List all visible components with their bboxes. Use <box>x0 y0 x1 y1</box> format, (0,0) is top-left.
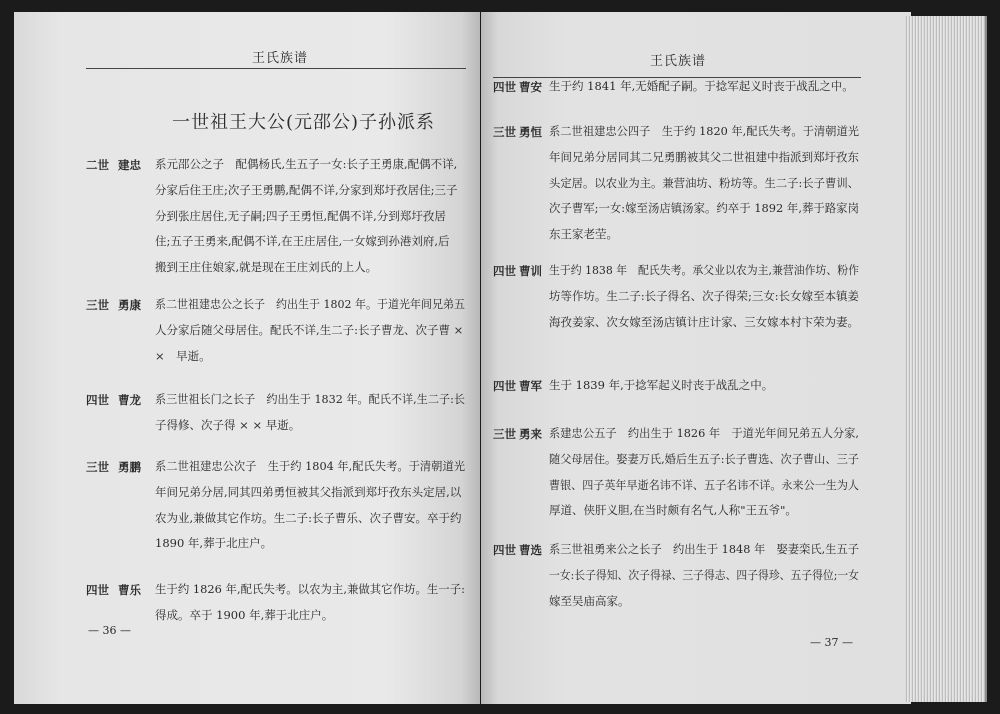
entry-text <box>155 294 465 371</box>
entry-text-line <box>155 320 465 346</box>
entry-text-line-content: 曹银、四子英年早逝名讳不详、五子名讳不详。永来公一生为人 <box>549 477 859 492</box>
generation-label: 四世 <box>86 393 109 407</box>
person-name: 勇来 <box>519 427 542 441</box>
entry-text-line-content: 系三世祖勇来公之长子 约出生于 1848 年 娶妻栾氏,生五子 <box>549 542 860 556</box>
entry-text-line-content: 生于约 1838 年 配氏失考。承父业以农为主,兼营油作坊、粉作 <box>549 263 860 277</box>
person-name: 曹龙 <box>118 393 141 407</box>
entry-text-line <box>549 286 859 312</box>
entry-text-line-content: 系二世祖建忠公次子 生于约 1804 年,配氏失考。于清朝道光 <box>155 459 466 473</box>
entry-text-line-content: 1890 年,葬于北庄户。 <box>155 536 273 551</box>
entry-text-line-content: 生于约 1841 年,无婚配子嗣。于捻军起义时丧于战乱之中。 <box>549 79 854 93</box>
entry-text-line-content: 生于约 1826 年,配氏失考。以农为主,兼做其它作坊。生一子: <box>155 582 465 596</box>
person-name: 曹乐 <box>118 583 141 597</box>
entry-text-line-content: 海孜姜家、次女嫁至汤店镇计庄计家、三女嫁本村卞荣为妻。 <box>549 314 860 329</box>
entry-text-line <box>155 482 465 508</box>
generation-label: 二世 <box>86 158 109 172</box>
entry-text <box>549 539 859 616</box>
generation-label: 三世 <box>493 427 516 441</box>
entry-text <box>155 579 465 631</box>
entry-text-line <box>549 423 859 449</box>
entry-text-line-content: 住;五子王勇来,配偶不详,在王庄居住,一女嫁到孙港刘府,后 <box>155 234 450 249</box>
entry-text-line-content: 年间兄弟分居同其二兄勇鹏被其父二世祖建中指派到郑圩孜东 <box>549 149 860 164</box>
entry-text-line <box>155 231 465 257</box>
entry-text-line <box>549 449 859 475</box>
entry-text-line-content: 坊等作坊。生二子:长子得名、次子得荣;三女:长女嫁至本镇姜 <box>549 288 860 303</box>
entry-text-line <box>155 456 465 482</box>
entry-text-line <box>549 260 859 286</box>
entry-text-line-content: 子得修、次子得 × × 早逝。 <box>155 417 301 432</box>
entry-text-line <box>155 579 465 605</box>
entry-text-line <box>549 500 859 526</box>
entry-text <box>549 423 859 526</box>
person-name: 勇鹏 <box>118 460 141 474</box>
entry-text-line-content: 生于 1839 年,于捻军起义时丧于战乱之中。 <box>549 378 774 392</box>
entry-text-line <box>155 206 465 232</box>
person-name: 曹军 <box>519 379 542 393</box>
entry-text-line <box>549 173 859 199</box>
left-page-number: — 36 — <box>88 624 131 637</box>
entry-text-line <box>549 312 859 338</box>
generation-label: 三世 <box>493 125 516 139</box>
entry-text-line-content: 系二世祖建忠公四子 生于约 1820 年,配氏失考。于清朝道光 <box>549 124 860 138</box>
entry-text-line-content: 厚道、侠肝义胆,在当时颇有名气,人称"王五爷"。 <box>549 503 797 518</box>
right-page-number: — 37 — <box>810 636 853 649</box>
generation-label: 四世 <box>493 80 516 94</box>
entry-text-line <box>549 375 859 401</box>
left-running-head: 王氏族谱 <box>252 51 309 66</box>
genealogy-section-title: 一世祖王大公(元邵公)子孙派系 <box>172 112 436 133</box>
generation-label: 四世 <box>493 543 516 557</box>
entry-text-line <box>155 346 465 372</box>
entry-text-line-content: 嫁至吴庙高家。 <box>549 593 630 608</box>
entry-text <box>549 260 859 337</box>
entry-text-line <box>549 539 859 565</box>
entry-text-line-content: 搬到王庄住娘家,就是现在王庄刘氏的上人。 <box>155 260 378 275</box>
entry-text-line-content: 次子曹军;一女:嫁至汤店镇汤家。约卒于 1892 年,葬于路家岗 <box>549 201 859 216</box>
entry-text-line-content: 一女:长子得知、次子得禄、三子得志、四子得珍、五子得位;一女 <box>549 567 859 582</box>
generation-label: 四世 <box>493 264 516 278</box>
person-name: 曹安 <box>519 80 542 94</box>
right-running-head: 王氏族谱 <box>650 54 707 69</box>
entry-text-line <box>155 180 465 206</box>
entry-text-line-content: 分家后住王庄;次子王勇鹏,配偶不详,分家到郑圩孜居住;三子 <box>155 182 458 197</box>
entry-text-line-content: 分到张庄居住,无子嗣;四子王勇恒,配偶不详,分到郑圩孜居 <box>155 208 446 223</box>
entry-text-line <box>549 475 859 501</box>
person-name: 勇康 <box>118 298 141 312</box>
entry-text-line-content: 头定居。以农业为主。兼营油坊、粉坊等。生二子:长子曹训、 <box>549 175 860 190</box>
entry-text-line-content: 系三世祖长门之长子 约出生于 1832 年。配氏不详,生二子:长 <box>155 392 465 406</box>
person-name: 曹训 <box>519 264 542 278</box>
entry-text-line-content: 系二世祖建忠公之长子 约出生于 1802 年。于道光年间兄弟五 <box>155 297 466 311</box>
entry-text-line <box>549 76 859 102</box>
entry-text-line-content: 系元邵公之子 配偶杨氏,生五子一女:长子王勇康,配偶不详, <box>155 157 458 171</box>
left-header-rule <box>86 68 466 69</box>
entry-text-line <box>549 565 859 591</box>
entry-text-line <box>549 224 859 250</box>
entry-text-line-content: 年间兄弟分居,同其四弟勇恒被其父指派到郑圩孜东头定居,以 <box>155 484 462 499</box>
generation-label: 四世 <box>493 379 516 393</box>
entry-text-line <box>155 605 465 631</box>
entry-text-line-content: 农为业,兼做其它作坊。生二子:长子曹乐、次子曹安。卒于约 <box>155 510 462 525</box>
entry-text <box>155 154 465 283</box>
entry-text-line <box>155 508 465 534</box>
entry-text-line <box>549 147 859 173</box>
person-name: 勇恒 <box>519 125 542 139</box>
entry-text <box>155 389 465 441</box>
entry-text-line <box>549 121 859 147</box>
entry-text <box>549 76 859 102</box>
generation-label: 四世 <box>86 583 109 597</box>
entry-text-line <box>549 198 859 224</box>
entry-text-line <box>549 591 859 617</box>
entry-text-line <box>155 154 465 180</box>
entry-text-line <box>155 294 465 320</box>
entry-text-line <box>155 533 465 559</box>
entry-text-line-content: 随父母居住。娶妻万氏,婚后生五子:长子曹选、次子曹山、三子 <box>549 451 859 466</box>
entry-text-line-content: × 早逝。 <box>155 348 211 363</box>
entry-text-line <box>155 389 465 415</box>
entry-text-line <box>155 257 465 283</box>
entry-text-line-content: 得成。卒于 1900 年,葬于北庄户。 <box>155 607 334 622</box>
entry-text-line-content: 系建忠公五子 约出生于 1826 年 于道光年间兄弟五人分家, <box>549 426 860 440</box>
entry-text-line-content: 人分家后随父母居住。配氏不详,生二子:长子曹龙、次子曹 × <box>155 322 464 337</box>
page-stack-edge <box>905 16 987 702</box>
entry-text <box>549 121 859 250</box>
entry-text <box>155 456 465 559</box>
entry-text-line <box>155 415 465 441</box>
entry-text <box>549 375 859 401</box>
person-name: 建忠 <box>118 158 141 172</box>
generation-label: 三世 <box>86 298 109 312</box>
person-name: 曹选 <box>519 543 542 557</box>
entry-text-line-content: 东王家老茔。 <box>549 227 618 242</box>
generation-label: 三世 <box>86 460 109 474</box>
